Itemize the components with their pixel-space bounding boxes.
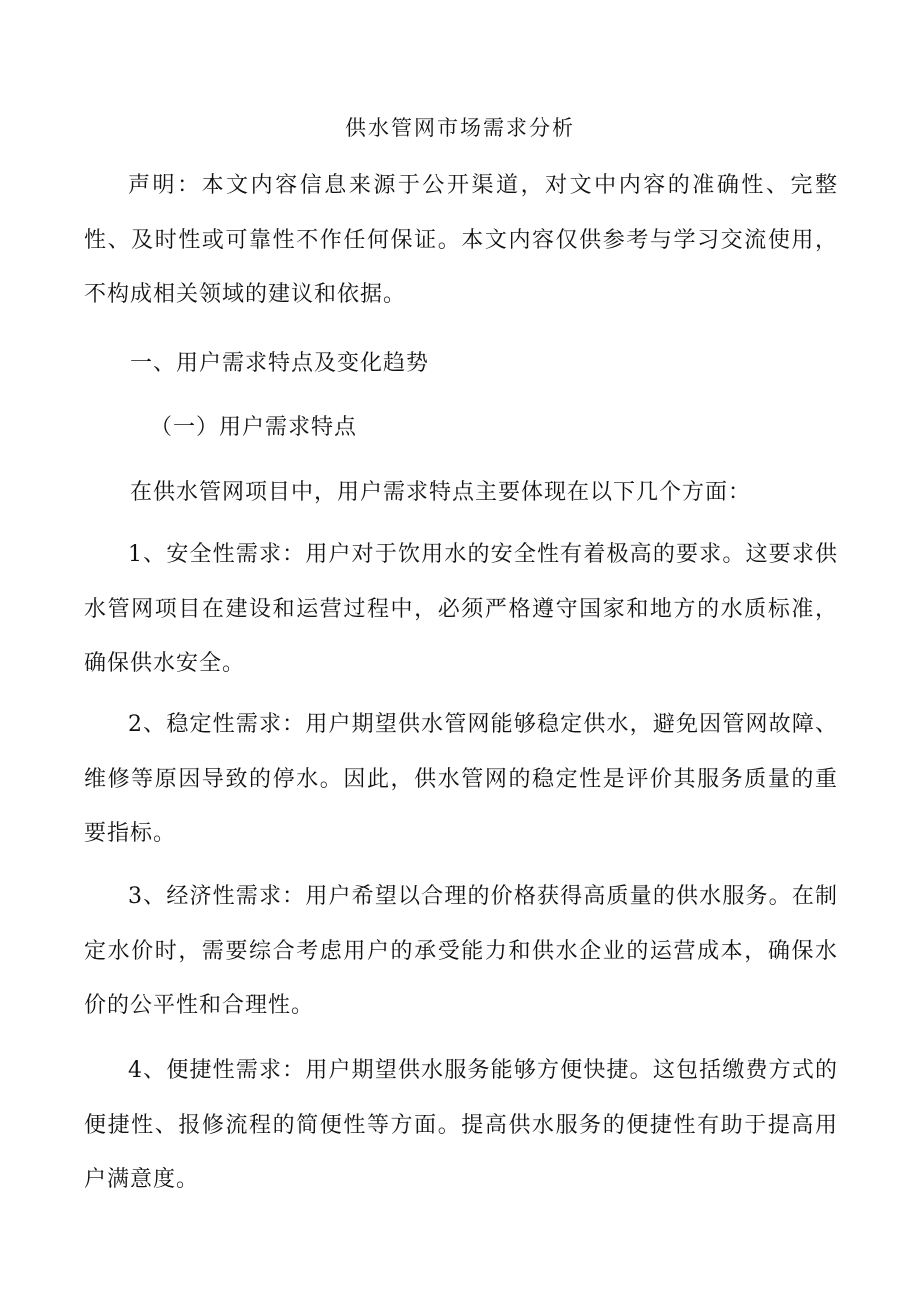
list-item-economy: 3、经济性需求：用户希望以合理的价格获得高质量的供水服务。在制定水价时，需要综合考虑用户的承受能力和供水企业的运营成本，确保水价的公平性和合理性。 [84,884,838,1018]
list-item-convenience: 4、便捷性需求：用户期望供水服务能够方便快捷。这包括缴费方式的便捷性、报修流程的简便性等方面。提高供水服务的便捷性有助于提高用户满意度。 [84,1058,838,1192]
list-item-safety: 1、安全性需求：用户对于饮用水的安全性有着极高的要求。这要求供水管网项目在建设和运营过程中，必须严格遵守国家和地方的水质标准，确保供水安全。 [84,542,838,676]
document-title: 供水管网市场需求分析 [345,116,575,140]
list-item-stability: 2、稳定性需求：用户期望供水管网能够稳定供水，避免因管网故障、维修等原因导致的停水。因此，供水管网的稳定性是评价其服务质量的重要指标。 [84,712,838,846]
subsection-heading: （一）用户需求特点 [150,415,358,440]
section-heading: 一、用户需求特点及变化趋势 [130,351,430,376]
disclaimer-paragraph: 声明：本文内容信息来源于公开渠道，对文中内容的准确性、完整性、及时性或可靠性不作任何保证。本文内容仅供参考与学习交流使用，不构成相关领域的建议和依据。 [84,173,838,307]
intro-paragraph: 在供水管网项目中，用户需求特点主要体现在以下几个方面： [130,480,752,505]
